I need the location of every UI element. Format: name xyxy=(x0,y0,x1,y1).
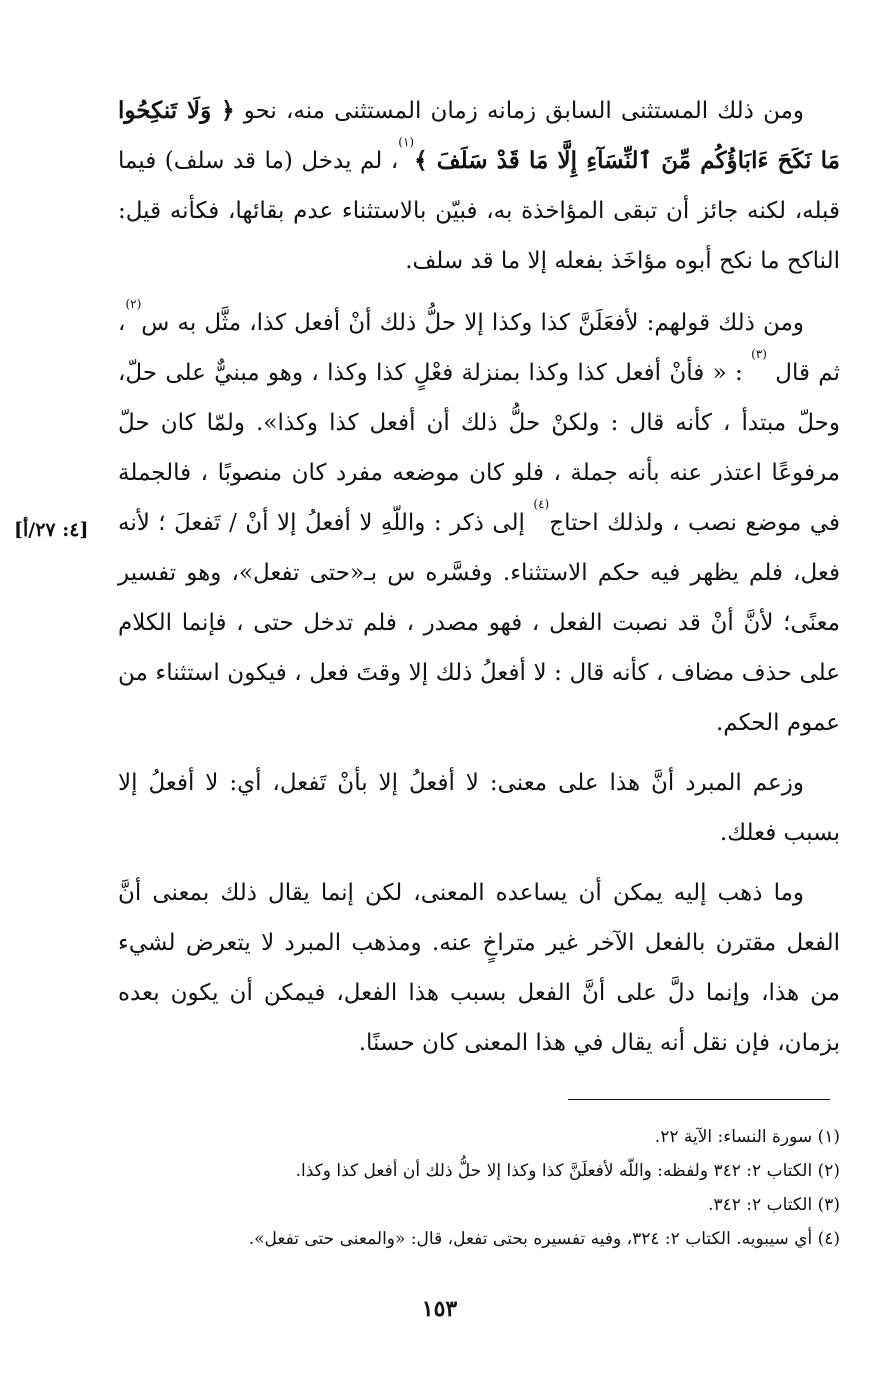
paragraph-2-part-1: ومن ذلك قولهم: لأفعَلَنَّ كذا وكذا إلا حلُّ ذلك أنْ أفعل كذا، مثَّل به س xyxy=(141,310,804,336)
paragraph-1-rest: ، لم يدخل (ما قد سلف) فيما قبله، لكنه جائز أن تبقى المؤاخذة به، فبيّن بالاستثناء عدم بقائها، فكأنه قيل: الناكح ما نكح أبوه مؤاخَذ بفعله إلا ما قد سلف. xyxy=(118,148,840,274)
paragraph-4: وما ذهب إليه يمكن أن يساعده المعنى، لكن إنما يقال ذلك بمعنى أنَّ الفعل مقترن بالفعل الآخر غير متراخٍ عنه. ومذهب المبرد لا يتعرض لشيء من هذا، وإنما دلَّ على أنَّ الفعل بسبب هذا الفعل، فيمكن أن يكون بعده بزمان، فإن نقل أنه يقال في هذا المعنى كان حسنًا. xyxy=(118,880,840,1056)
footnote-2: (٢) الكتاب ٢: ٣٤٢ ولفظه: واللّه لأفعلَنَّ كذا وكذا إلا حلُّ ذلك أن أفعل كذا وكذا. xyxy=(295,1161,840,1181)
footnote-ref-1: (١) xyxy=(398,135,415,149)
footnote-ref-3: (٣) xyxy=(751,347,767,361)
footnote-separator xyxy=(568,1099,830,1100)
paragraph-2-part-4: إلى ذكر : واللّهِ لا أفعلُ إلا أنْ / تَفعلَ ؛ لأنه فعل، فلم يظهر فيه حكم الاستثناء. وفسَّره س بـ«حتى تفعل»، وهو تفسير معنًى؛ لأنَّ أنْ قد نصبت الفعل ، فهو مصدر ، فلم تدخل حتى ، فإنما الكلام على حذف مضاف ، كأنه قال : لا أفعلُ ذلك إلا وقتَ فعل ، فيكون استثناء من عموم الحكم. xyxy=(118,510,840,736)
paragraph-2 xyxy=(118,298,840,748)
page-number: ١٥٣ xyxy=(421,1296,458,1322)
footnote-ref-2: (٢) xyxy=(125,297,142,311)
paragraph-2-part-2: ، ثم قال xyxy=(118,310,840,386)
footnote-4: (٤) أي سيبويه. الكتاب ٢: ٣٢٤، وفيه تفسيره بحتى تفعل، قال: «والمعنى حتى تفعل». xyxy=(248,1229,840,1249)
main-text xyxy=(118,86,840,1078)
paragraph-1-intro: ومن ذلك المستثنى السابق زمانه زمان المستثنى منه، نحو xyxy=(234,98,805,124)
quran-verse: ﴿ وَلَا تَنكِحُوا مَا نَكَحَ ءَابَاؤُكُم مِّنَ ٱلنِّسَآءِ إِلَّا مَا قَدْ سَلَفَ ﴾ xyxy=(118,97,840,174)
footnotes xyxy=(150,1120,840,1256)
paragraph-2-part-3: : « فأنْ أفعل كذا وكذا بمنزلة فعْلٍ كذا وكذا ، وهو مبنيٌّ على حلّ، وحلّ مبتدأ ، كأنه قال : ولكنْ حلُّ ذلك أن أفعل كذا وكذا». ولمّا كان حلّ مرفوعًا اعتذر عنه بأنه جملة ، فلو كان موضعه مفرد كان منصوبًا ، فالجملة في موضع نصب ، ولذلك احتاج xyxy=(118,360,840,536)
paragraph-3: وزعم المبرد أنَّ هذا على معنى: لا أفعلُ إلا بأنْ تَفعل، أي: لا أفعلُ إلا بسبب فعلك. xyxy=(118,770,840,846)
paragraph-1 xyxy=(118,86,840,286)
footnote-1: (١) سورة النساء: الآية ٢٢. xyxy=(654,1127,840,1147)
footnote-ref-4: (٤) xyxy=(533,497,550,511)
footnote-3: (٣) الكتاب ٢: ٣٤٢. xyxy=(708,1195,840,1215)
margin-manuscript-reference: [٤: ٢٧/أ] xyxy=(14,519,89,541)
